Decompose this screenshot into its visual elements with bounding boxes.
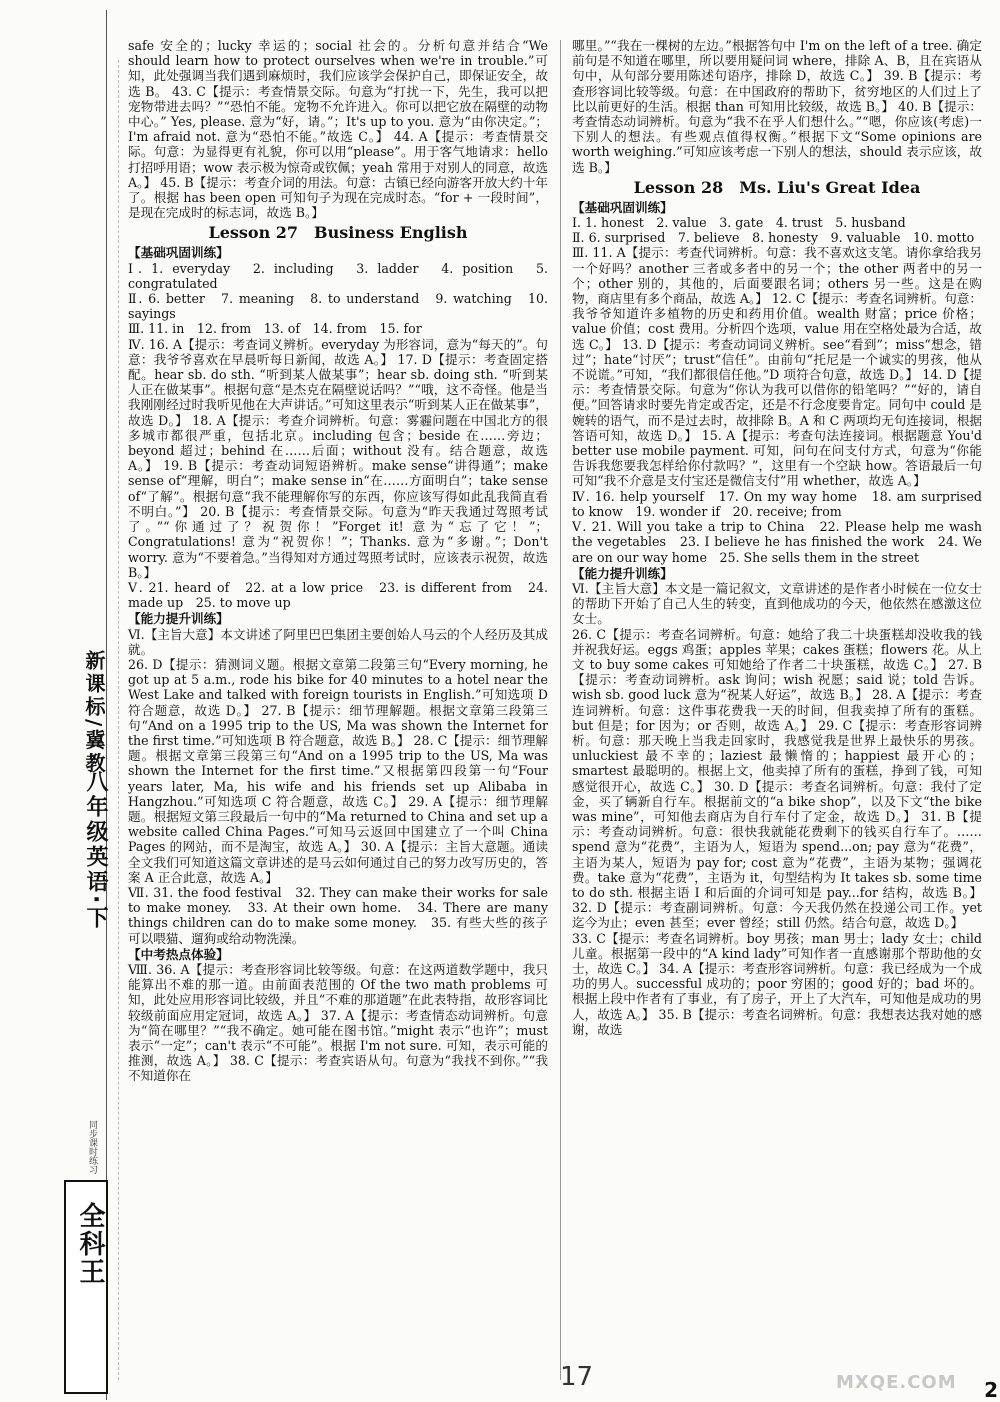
right-intro-text: 哪里。”“我在一棵树的左边。”根据答句中 I'm on the left of a tree. 确定前句是不知道在哪里，所以要用疑问词 where，排除 A、B，且在宾语从句中，从句部分要用陈述句语序，排除 D，故选 C。】 39. B【提示：考查形容词比较等级。句意：在中国政府的帮助下，贫穷地区的人们过上了比以前更好的生活。根据 than 可知用比较级，故选 B。】 40. B【提示：考查情态动词辨析。句意为“我不在乎人们想什么。”“嗯，你应该(考虑)一下别人的想法。有些观点值得权衡。”根据下文“Some opinions are worth weighing.”可知应该考虑一下别人的想法，should 表示应该，故选 B。】 — [572, 38, 982, 175]
left-ability-row: Ⅶ. 31. the food festival 32. They can make their works for sale to make money. 33. At their own home. 34. There are many things children can do to make some money. 35. 有些大些的孩子可以喂猫、遛狗或给动物洗澡。 — [128, 884, 548, 946]
left-ability-row: Ⅵ.【主旨大意】本文讲述了阿里巴巴集团主要创始人马云的个人经历及其成就。 — [128, 626, 548, 657]
left-basic-row: Ⅳ. 16. A【提示：考查词义辨析。everyday 为形容词，意为“每天的”。句意：我爷爷喜欢在早晨听每日新闻，故选 A。】 17. D【提示：考查固定搭配。hear sb. do sth. “听到某人做某事”；hear sb. doing sth. “听到某人正在做某事”。根据句意“是杰克在隔壁说话吗？”“哦，这不奇怪。他是当我刚刚经过时我听见他在大声讲话。”可知这里表示“听到某人正在做某事”，故选 D。】 18. A【提示：考查介词辨析。句意：雾霾问题在中国北方的很多城市都很严重，包括北京。including 包含；beside 在……旁边；beyond 超过；behind 在……后面；without 没有。结合题意，故选 A。】 19. B【提示：考查动词短语辨析。make sense“讲得通”；make sense of“理解，明白”；make sense in“在……方面明白”；take sense of“了解”。根据句意“我不能理解你写的东西，你应该写得如此乱我简直看不明白。”】 20. B【提示：考查情景交际。句意为“昨天我通过驾照考试了。”“你通过了？祝贺你！”Forget it! 意为“忘了它！”；Congratulations! 意为“祝贺你！”；Thanks. 意为“多谢。”；Don't worry. 意为“不要着急。”当得知对方通过驾照考试时，应该表示祝贺，故选 B。】 — [128, 336, 548, 580]
left-intro-text: safe 安全的；lucky 幸运的；social 社会的。分析句意并结合“We should learn how to protect ourselves when we're in trouble.”可知，此处强调当我们遇到麻烦时，我们应该学会保护自己，即保证安全，故选 B。 43. C【提示：考查情景交际。句意为“打扰一下，先生，我可以把宠物带进去吗？”“恐怕不能。宠物不允许进入。你可以把它放在隔壁的动物中心。” Yes, please. 意为“好，请。”；It's up to you. 意为“由你决定。”；I'm afraid not. 意为“恐怕不能。”故选 C。】 44. A【提示：考查情景交际。句意：为显得更有礼貌，你可以用“please”。用于客气地请求：hello 打招呼用语；wow 表示极为惊奇或钦佩；yeah 常用于对别人的同意，故选 A。】 45. B【提示：考查介词的用法。句意：古镇已经向游客开放大约十年了。根据 has been open 可知句子为现在完成时态。“for + 一段时间”，是现在完成时的标志词，故选 B。】 — [128, 38, 548, 221]
left-basic-row: Ⅲ. 11. in 12. from 13. of 14. from 15. for — [128, 321, 422, 337]
lesson-27-title: Lesson 27 Business English — [208, 223, 468, 243]
handwritten-mark: 17 — [560, 1362, 594, 1392]
right-basic-row: Ⅲ. 11. A【提示：考查代词辨析。句意：我不喜欢这支笔。请你拿给我另一个好吗？another 三者或多者中的另一个；the other 两者中的另一个；other 别的，其他的，后面要跟名词；others 另一些。这是在购物，商店里有多个商品，故选 A。】 12. C【提示：考查名词辨析。句意：我爷爷知道许多植物的历史和药用价值。wealth 财富；price 价格；value 价值；cost 费用。分析四个选项，value 用在空格处最为合适，故选 C。】 13. D【提示：考查动词词义辨析。see“看到”；miss“想念，错过”；hate“讨厌”；trust“信任”。由前句“托尼是一个诚实的男孩，他从不说谎。”可知，“我们都很信任他。”D 项符合句意，故选 D。】 14. D【提示：考查情景交际。句意为“你认为我可以借你的铅笔吗？”“好的，请自便。”回答请求时要先肯定或否定，还是不行念度要肯定。同句中 could 是婉转的语气，而不是过去时，故排除 B。A 和 C 两项均无句连接词，根据答语可知，故选 D。】 15. A【提示：考查句法连接词。根据题意 You'd better use mobile payment. 可知，问句在问支付方式，句意为“你能告诉我您要我怎样给你付款吗？”，这里有一个空缺 how。答语最后一句可知“我不介意是支付宝还是微信支付”用 whether，故选 A。】 — [572, 245, 982, 489]
right-basic-row: Ⅴ. 21. Will you take a trip to China 22. Please help me wash the vegetables 23. I believe he has finished the work 24. We are on our way home 25. She sells them in the street — [572, 519, 982, 565]
brand-logo — [64, 1180, 108, 1394]
left-basic-row: Ⅴ. 21. heard of 22. at a low price 23. is different from 24. made up 25. to move up — [128, 579, 548, 611]
lesson-28-title: Lesson 28 Ms. Liu's Great Idea — [633, 177, 921, 197]
left-column — [128, 38, 548, 1084]
left-basic-heading: 【基础巩固训练】 — [128, 245, 229, 261]
right-column — [572, 38, 982, 1037]
right-ability-row: 33. C【提示：考查名词辨析。boy 男孩；man 男士；lady 女士；child 儿童。根据第一段中的“A kind lady”可知作者一直感谢那个帮助他的女士，故选 C。】 34. A【提示：考查形容词辨析。句意：我已经成为一个成功的男人。successful 成功的；poor 穷困的；good 好的；bad 坏的。根据上段中作者有了事业，有了房子，开上了大汽车，可知他是成功的男人，故选 A。】 35. B【提示：考查名词辨析。句意：我想表达我对她的感谢，故选 — [572, 930, 982, 1037]
page-spine — [0, 0, 110, 1400]
left-basic-row: Ⅰ. 1. everyday 2. including 3. ladder 4. position 5. congratulated — [128, 260, 548, 291]
watermark: MXQE.COM — [836, 1372, 957, 1393]
right-basic-row: Ⅳ. 16. help yourself 17. On my way home 18. am surprised to know 19. wonder if 20. receive; from — [572, 488, 982, 519]
right-ability-heading: 【能力提升训练】 — [572, 565, 673, 581]
left-ability-row: 26. D【提示：猜测词义题。根据文章第二段第三句“Every morning, he got up at 5 a.m., rode his bike for 40 minutes to a hotel near the West Lake and talked with foreign tourists in English.”可知选项 D 符合题意，故选 D。】 27. B【提示：细节理解题。根据文章第三段第三句“And on a 1995 trip to the US, Ma was shown the Internet for the first time.”可知选项 B 符合题意，故选 B。】 28. C【提示：细节理解题。根据文章第三段第三句“And on a 1995 trip to the US, Ma was shown the Internet for the first time.”又根据第四段第一句“Four years later, Ma, his wife and his friends set up Alibaba in Hangzhou.”可知选项 C 符合题意，故选 C。】 29. A【提示：细节理解题。根据短文第三段最后一句中的“Ma returned to China and set up a website called China Pages.”可知马云返回中国建立了一个叫 China Pages 的网站，而不是淘宝，故选 A。】 30. A【提示：主旨大意题。通读全文我们可知道这篇文章讲述的是马云如何通过自己的努力改写历史的，答案 A 正合此意，故选 A。】 — [128, 656, 548, 885]
right-basic-row: Ⅰ. 1. honest 2. value 3. gate 4. trust 5. husband — [572, 215, 906, 231]
left-exam-row: Ⅷ. 36. A【提示：考查形容词比较等级。句意：在这两道数学题中，我只能算出不难的那一道。由前面表范围的 Of the two math problems 可知，此处应用形容词比较级，并且“不难的那道题”在此表特指，故形容词比较级前面应用定冠词，故选 A。】 37. A【提示：考查情态动词辨析。句意为“简在哪里？”“我不确定。她可能在图书馆。”might 表示“也许”；must 表示“一定”；can't 表示“不可能”。根据 I'm not sure. 可知，表示可能的推测，故选 A。】 38. C【提示：考查宾语从句。句意为“我找不到你。”“我不知道你在 — [128, 961, 548, 1084]
spine-cut-line — [118, 60, 119, 1380]
left-basic-row: Ⅱ. 6. better 7. meaning 8. to understand 9. watching 10. sayings — [128, 291, 548, 322]
right-ability-row: 26. C【提示：考查名词辨析。句意：她给了我二十块蛋糕却没收我的钱并祝我好运。eggs 鸡蛋；apples 苹果；cakes 蛋糕；flowers 花。从上文 to buy some cakes 可知她给了作者二十块蛋糕，故选 C。】 27. B【提示：考查动词辨析。ask 询问；wish 祝愿；said 说；told 告诉。wish sb. good luck 意为“祝某人好运”，故选 B。】 28. A【提示：考查连词辨析。句意：这件事花费我一天的时间，但我卖掉了所有的蛋糕。but 但是；for 因为；or 否则，故选 A。】 29. C【提示：考查形容词辨析。句意：那天晚上当我走回家时，我感觉我是世界上最快乐的男孩。unluckiest 最不幸的；laziest 最懒惰的；happiest 最开心的；smartest 最聪明的。根据上文，他卖掉了所有的蛋糕，挣到了钱，可知感觉很开心，故选 C。】 30. D【提示：考查名词辨析。句意：我付了定金，买了辆新自行车。根据前文的“a bike shop”，以及下文“the bike was mine”，可知他去商店为自行车付了定金，故选 D。】 31. B【提示：考查动词辨析。句意：很快我就能花费剩下的钱买自行车了。……spend 意为“花费”，主语为人，短语为 spend...on; pay 意为“花费”，主语为某人，短语为 pay for; cost 意为“花费”，主语为某物；强调花费。take 意为“花费”，主语为 it，句型结构为 It takes sb. some time to do sth. 根据主语 I 和后面的介词可知是 pay...for 结构，故选 B。】 32. D【提示：考查副词辨析。句意：今天我仍然在投递公司工作。yet 迄今为止；even 甚至；ever 曾经；still 仍然。结合句意，故选 D。】 — [572, 626, 982, 931]
spine-subject: 八年级英语·下 — [83, 770, 108, 932]
column-divider — [560, 40, 561, 1380]
spine-edition: 新课标/冀教 — [82, 650, 106, 776]
left-ability-heading: 【能力提升训练】 — [128, 611, 229, 627]
page-number: 2 — [984, 1378, 998, 1402]
left-exam-heading: 【中考热点体验】 — [128, 946, 229, 962]
right-basic-heading: 【基础巩固训练】 — [572, 199, 673, 215]
right-basic-row: Ⅱ. 6. surprised 7. believe 8. honesty 9. valuable 10. motto — [572, 230, 975, 246]
logo-subtitle: 同步课时练习 — [87, 1120, 97, 1174]
brand-logo-text: 全科王 — [75, 1202, 105, 1286]
right-ability-row: Ⅵ.【主旨大意】本文是一篇记叙文，文章讲述的是作者小时候在一位女士的帮助下开始了自己人生的转变，直到他成功的今天，他依然在感激这位女士。 — [572, 580, 982, 627]
